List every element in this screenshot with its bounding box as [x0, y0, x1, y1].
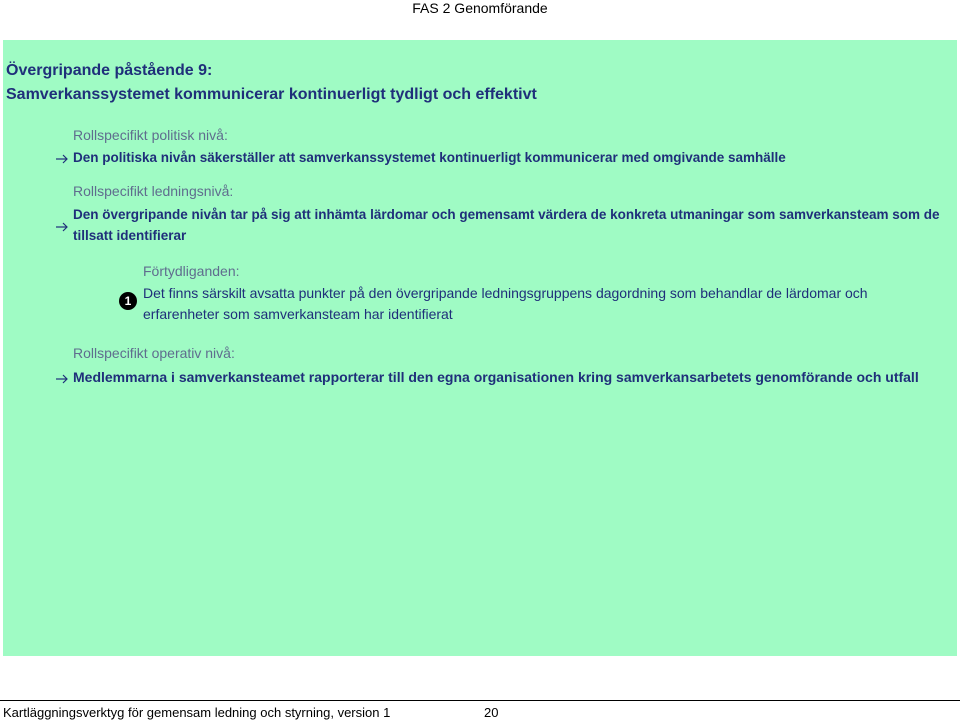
statement-panel: [3, 40, 957, 656]
number-badge: 1: [119, 292, 137, 310]
arrow-icon: [55, 154, 69, 164]
page-header: FAS 2 Genomförande: [412, 0, 548, 16]
operative-label: Rollspecifikt operativ nivå:: [73, 345, 235, 361]
arrow-icon: [55, 374, 69, 384]
political-label: Rollspecifikt politisk nivå:: [73, 127, 228, 143]
statement-subtitle: Samverkanssystemet kommunicerar kontinuerligt tydligt och effektivt: [6, 86, 537, 103]
page-number: 20: [484, 705, 499, 720]
arrow-icon: [55, 222, 69, 232]
footer-divider: [0, 700, 960, 701]
statement-title: Övergripande påstående 9:: [6, 62, 213, 79]
clarification-label: Förtydliganden:: [143, 263, 240, 279]
political-statement: Den politiska nivån säkerställer att samverkanssystemet kontinuerligt kommunicerar med omgivande samhälle: [73, 150, 786, 165]
management-label: Rollspecifikt ledningsnivå:: [73, 183, 234, 199]
operative-statement: Medlemmarna i samverkansteamet rapporterar till den egna organisationen kring samverkansarbetets genomförande och utfall: [73, 369, 919, 385]
footer-text: Kartläggningsverktyg för gemensam ledning och styrning, version 1: [3, 705, 391, 720]
clarification-text: Det finns särskilt avsatta punkter på den övergripande ledningsgruppens dagordning som behandlar de lärdomar och erfarenheter som samverkansteam har identifierat: [143, 285, 868, 322]
management-statement: Den övergripande nivån tar på sig att inhämta lärdomar och gemensamt värdera de konkreta utmaningar som samverkansteam som de tillsatt identifierar: [73, 207, 940, 243]
